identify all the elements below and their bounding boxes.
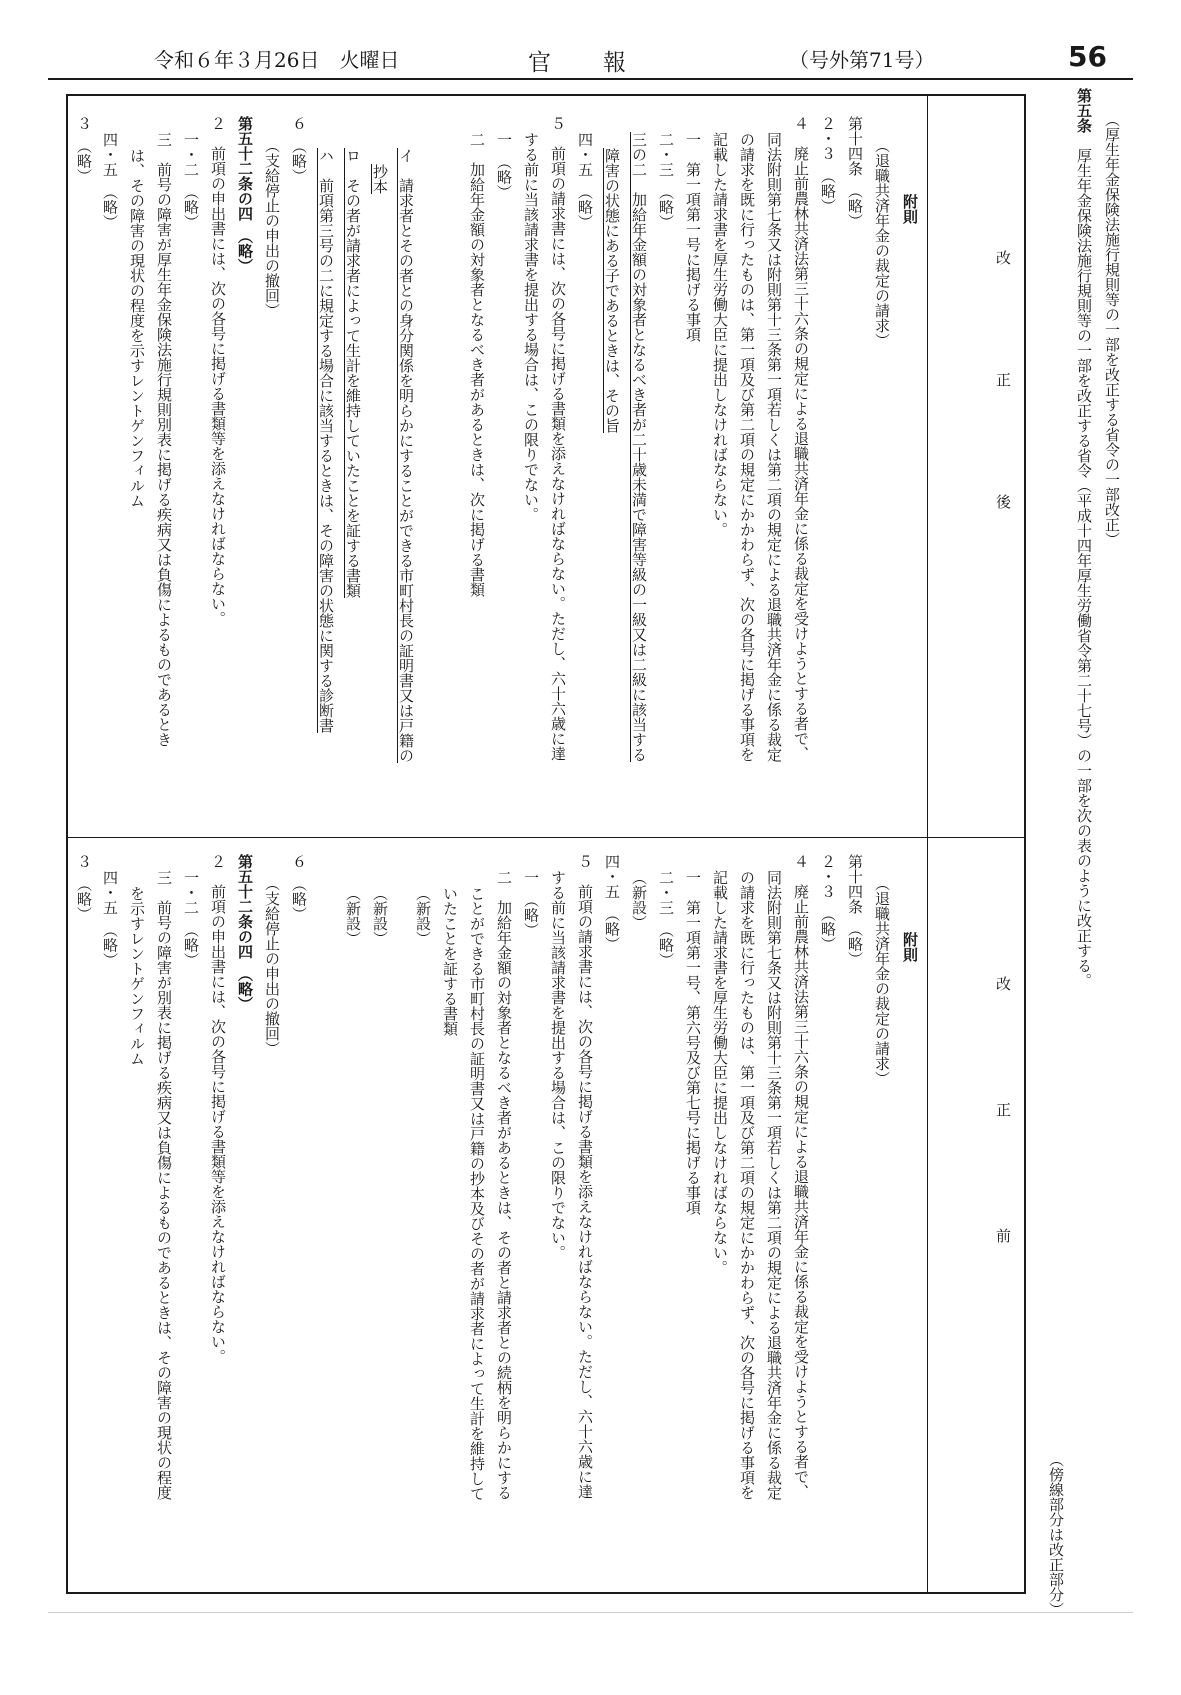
article-label: 第五条 xyxy=(1075,88,1093,133)
after-line-7: の請求を既に行ったものは、第一項及び第二項の規定にかかわらず、次の各号に掲げる事項を xyxy=(738,132,756,762)
before-line-9: 一 第一項第一号、第六号及び第七号に掲げる事項 xyxy=(684,870,702,1215)
after-line-15: する前に当該請求書を提出する場合は、この限りでない。 xyxy=(522,132,540,522)
before-line-5: ４ 廃止前農林共済法第三十六条の規定による退職共済年金に係る裁定を受けようとする者で、 xyxy=(792,854,810,1499)
after-line-16: 一 （略） xyxy=(495,132,513,200)
before-line-27: 三 前号の障害が別表に掲げる疾病又は負傷によるものであるときは、その障害の現状の程度 xyxy=(155,870,173,1500)
after-line-20: ロ その者が請求者によって生計を維持していたことを証する書類 xyxy=(344,148,362,598)
before-line-21: （新設） xyxy=(344,886,362,946)
before-line-18: いたことを証する書類 xyxy=(441,886,459,1036)
before-line-15: 一 （略） xyxy=(522,870,540,938)
before-header-char-3: 前 xyxy=(994,1228,1012,1243)
before-line-11: （新設） xyxy=(630,870,648,930)
after-line-19: 抄本 xyxy=(371,164,389,194)
section-divider xyxy=(68,837,1024,838)
page-footer-rule xyxy=(48,1612,1133,1613)
after-line-24: 第五十二条の四 （略） xyxy=(236,116,254,274)
before-line-28: を示すレントゲンフィルム xyxy=(128,886,146,1066)
after-header-char-1: 改 xyxy=(994,250,1012,265)
before-line-8: 記載した請求書を厚生労働大臣に提出しなければならない。 xyxy=(711,870,729,1275)
after-line-17: 二 加給年金額の対象者となるべき者があるときは、次に掲げる書類 xyxy=(468,132,486,597)
after-line-25: ２ 前項の申出書には、次の各号に掲げる書類等を添えなければならない。 xyxy=(209,116,227,626)
after-line-26: 一・二 （略） xyxy=(182,132,200,230)
underline-note: （傍線部分は改正部分） xyxy=(1047,1452,1065,1617)
before-header-char-2: 正 xyxy=(994,1102,1012,1117)
after-line-28: は、その障害の現状の程度を示すレントゲンフィルム xyxy=(128,148,146,508)
after-line-18: イ 請求者とその者との身分関係を明らかにすることができる市町村長の証明書又は戸籍の xyxy=(397,148,415,763)
after-line-12: 障害の状態にある子であるときは、その旨 xyxy=(603,148,621,433)
page-number: 56 xyxy=(1068,40,1107,73)
after-line-14: ５ 前項の請求書には、次の各号に掲げる書類を添えなければならない。ただし、六十六歳に達 xyxy=(549,116,567,761)
before-line-30: ３ （略） xyxy=(75,854,93,922)
ordinance-title: （厚生年金保険法施行規則等の一部を改正する省令の一部改正） xyxy=(1103,112,1121,547)
after-line-5: ４ 廃止前農林共済法第三十六条の規定による退職共済年金に係る裁定を受けようとする者で、 xyxy=(792,116,810,761)
after-line-29: 四・五 （略） xyxy=(101,132,119,230)
after-line-2: （退職共済年金の裁定の請求） xyxy=(873,138,891,348)
before-line-17: ことができる市町村長の証明書又は戸籍の抄本及びその者が請求者によって生計を維持して xyxy=(468,886,486,1501)
after-line-21: ハ 前項第三号の二に規定する場合に該当するときは、その障害の状態に関する診断書 xyxy=(317,148,335,733)
before-line-20: （新設） xyxy=(371,886,389,946)
before-line-13: ５ 前項の請求書には、次の各号に掲げる書類を添えなければならない。ただし、六十六歳に達 xyxy=(576,854,594,1499)
page-header xyxy=(48,38,1133,80)
after-line-27: 三 前号の障害が厚生年金保険法施行規則別表に掲げる疾病又は負傷によるものであるとき xyxy=(155,132,173,747)
after-line-6: 同法附則第七条又は附則第十三条第一項若しくは第二項の規定による退職共済年金に係る裁定 xyxy=(765,132,783,762)
issue-date: 令和６年３月26日 火曜日 xyxy=(154,48,400,72)
before-line-1: 附則 xyxy=(901,932,919,962)
before-line-29: 四・五 （略） xyxy=(101,870,119,968)
article-text: 厚生年金保険法施行規則等の一部を改正する省令（平成十四年厚生労働省令第二十七号）の一部を次の表のように改正する。 xyxy=(1075,148,1093,988)
header-column-divider xyxy=(927,96,928,1592)
after-line-23: （支給停止の申出の撤回） xyxy=(263,138,281,318)
before-line-25: ２ 前項の申出書には、次の各号に掲げる書類等を添えなければならない。 xyxy=(209,854,227,1364)
before-line-10: 二・三 （略） xyxy=(657,870,675,968)
after-line-22: ６ （略） xyxy=(290,116,308,184)
after-line-30: ３ （略） xyxy=(75,116,93,184)
issue-number: （号外第71号） xyxy=(789,48,935,72)
before-line-6: 同法附則第七条又は附則第十三条第一項若しくは第二項の規定による退職共済年金に係る裁定 xyxy=(765,870,783,1500)
before-line-14: する前に当該請求書を提出する場合は、この限りでない。 xyxy=(549,870,567,1260)
after-line-9: 一 第一項第一号に掲げる事項 xyxy=(684,132,702,342)
before-line-23: （支給停止の申出の撤回） xyxy=(263,876,281,1056)
before-line-7: の請求を既に行ったものは、第一項及び第二項の規定にかかわらず、次の各号に掲げる事項を xyxy=(738,870,756,1500)
after-line-11: 三の二 加給年金額の対象者となるべき者が二十歳未満で障害等級の一級又は二級に該当する xyxy=(630,132,648,762)
before-line-3: 第十四条 （略） xyxy=(846,854,864,967)
before-line-19: （新設） xyxy=(414,886,432,946)
before-line-22: ６ （略） xyxy=(290,854,308,922)
before-line-4: ２・３ （略） xyxy=(819,854,837,952)
after-header-char-2: 正 xyxy=(994,372,1012,387)
after-line-8: 記載した請求書を厚生労働大臣に提出しなければならない。 xyxy=(711,132,729,537)
after-line-4: ２・３ （略） xyxy=(819,116,837,214)
before-line-16: 二 加給年金額の対象者となるべき者があるときは、その者と請求者との続柄を明らかにする xyxy=(495,870,513,1500)
before-header-char-1: 改 xyxy=(994,976,1012,991)
before-line-2: （退職共済年金の裁定の請求） xyxy=(873,876,891,1086)
after-line-10: 二・三 （略） xyxy=(657,132,675,230)
after-line-1: 附則 xyxy=(901,194,919,224)
ordinance-article xyxy=(1076,88,1091,988)
after-line-3: 第十四条 （略） xyxy=(846,116,864,229)
after-header-char-3: 後 xyxy=(994,494,1012,509)
before-line-24: 第五十二条の四 （略） xyxy=(236,854,254,1012)
before-line-12: 四・五 （略） xyxy=(603,854,621,952)
before-line-26: 一・二 （略） xyxy=(182,870,200,968)
after-line-13: 四・五 （略） xyxy=(576,132,594,230)
gazette-title: 官 報 xyxy=(528,50,628,76)
